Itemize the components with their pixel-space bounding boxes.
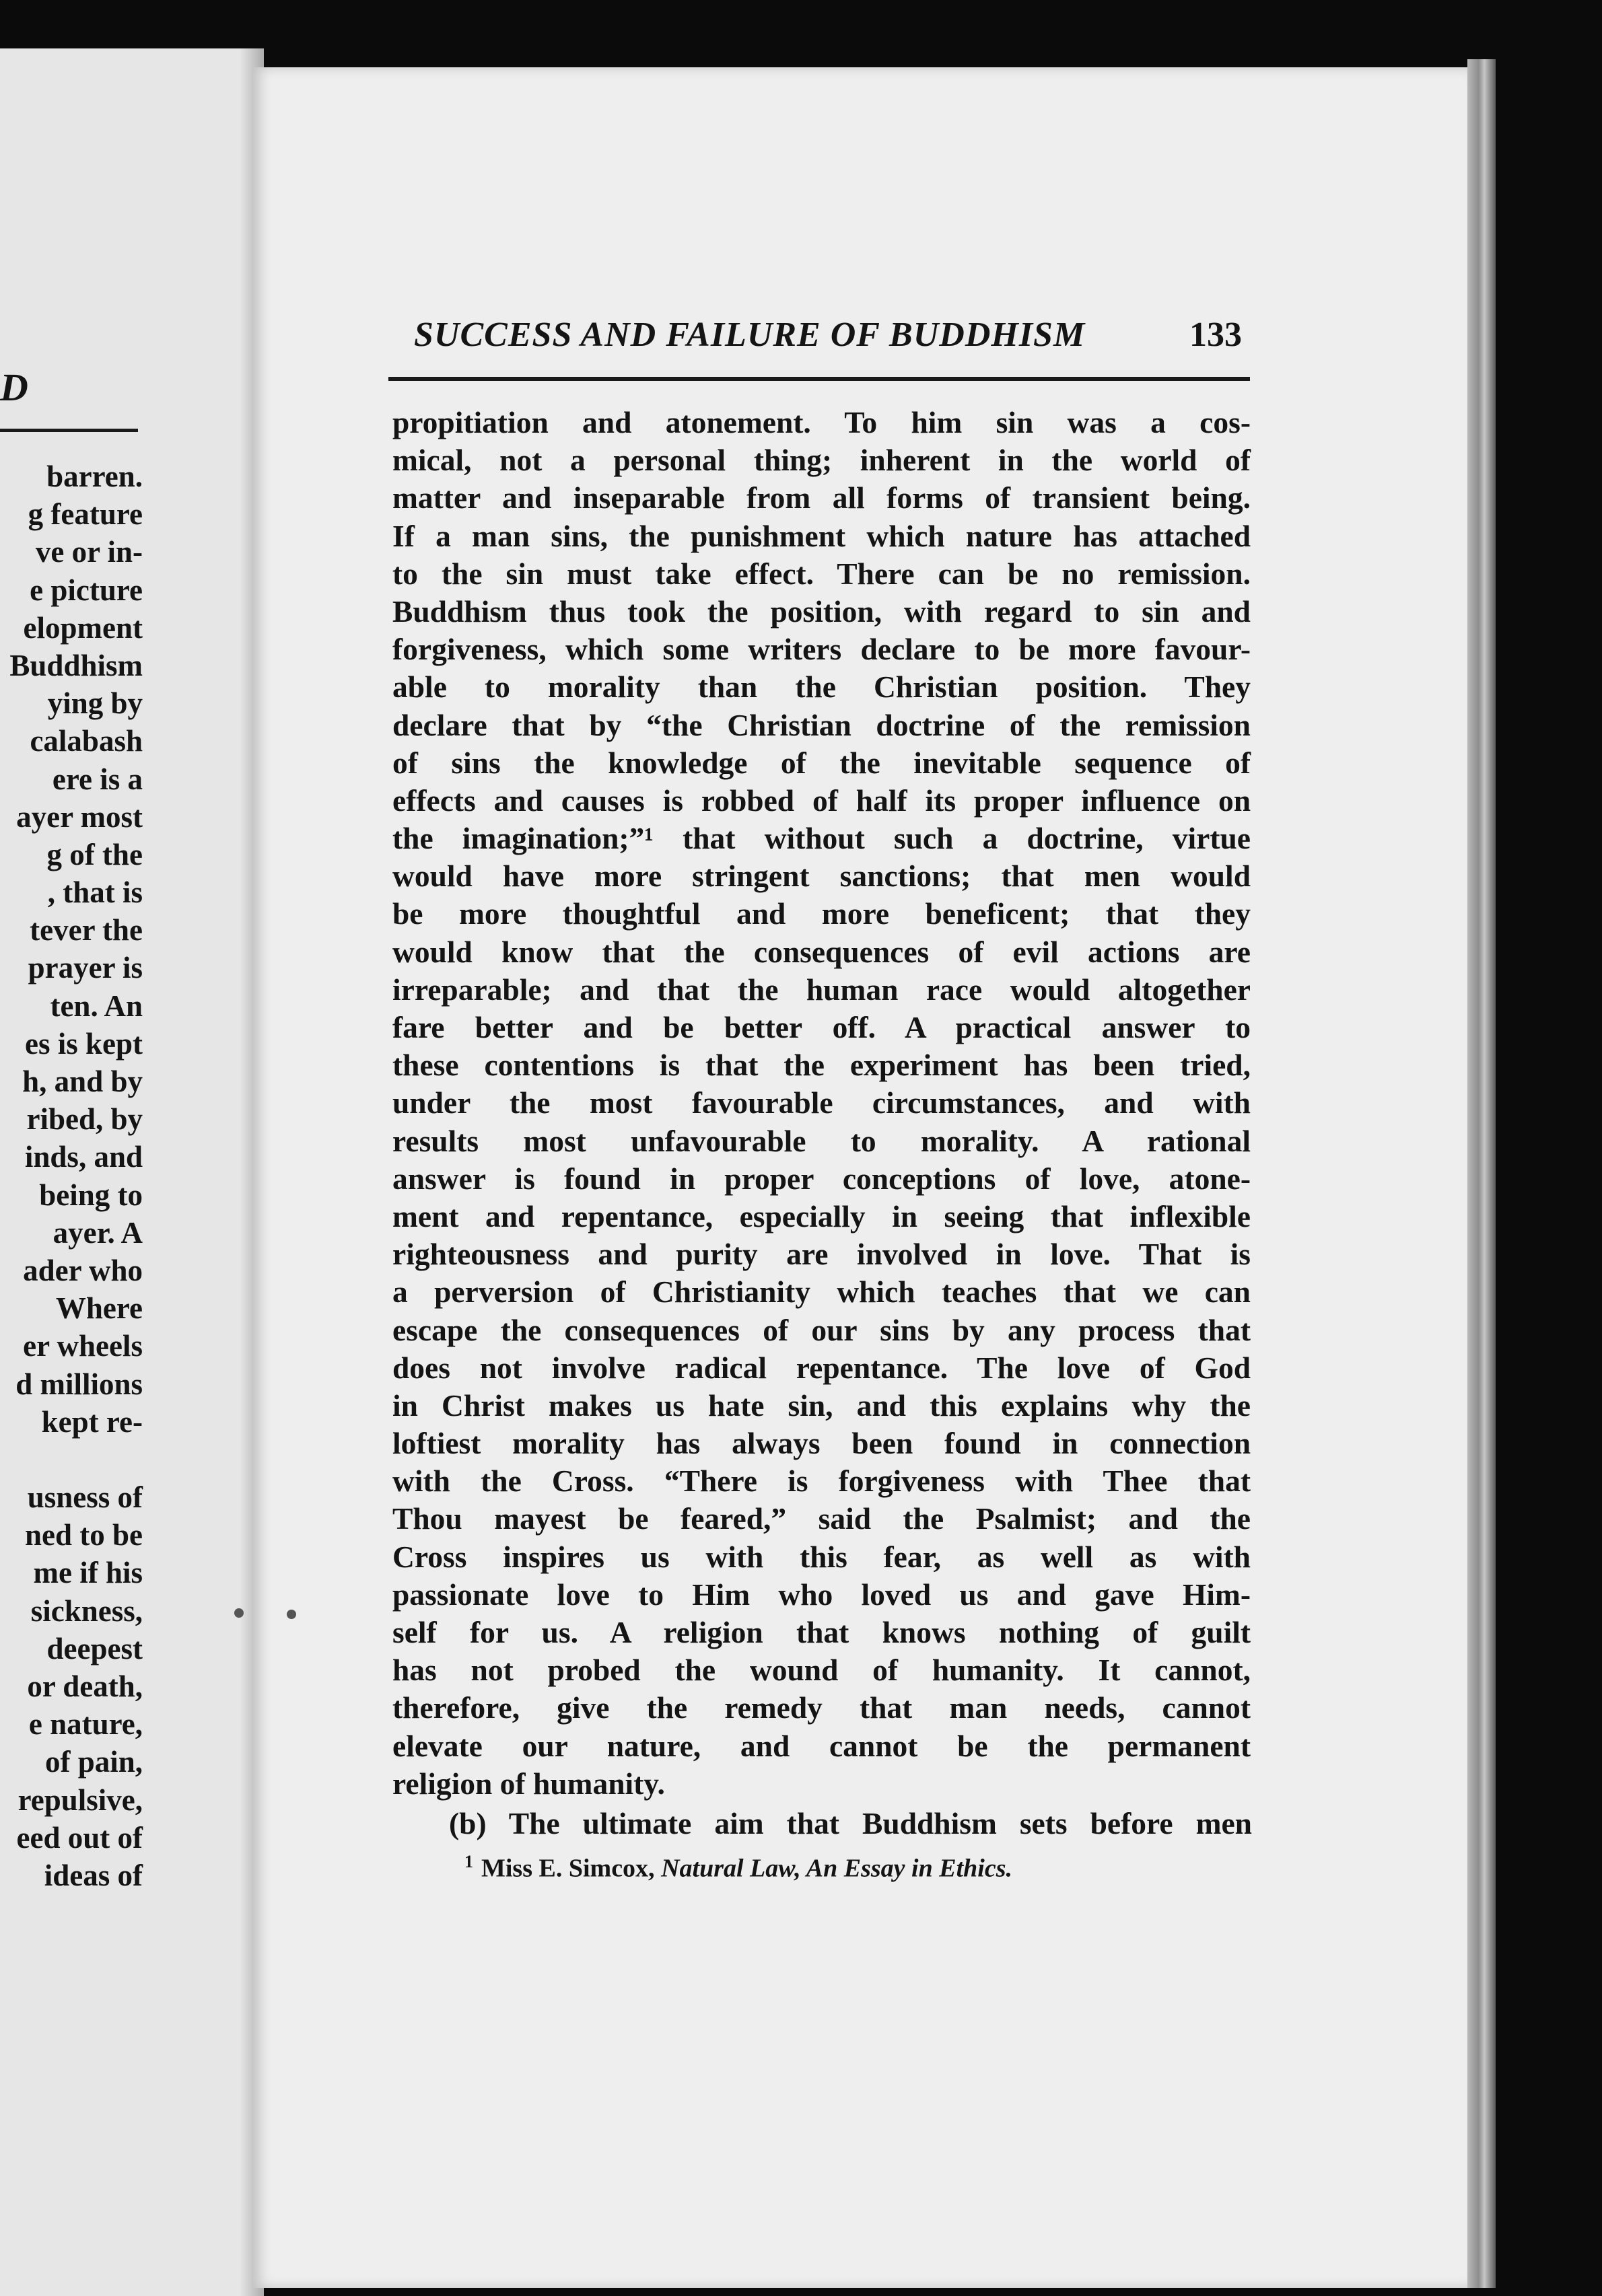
text-line-fragment: ve or in- [35,535,143,569]
running-title: SUCCESS AND FAILURE OF BUDDHISM [414,316,1086,354]
page-speck [287,1610,296,1619]
previous-page-header-fragment: D [0,365,30,409]
header-rule [388,377,1250,381]
text-line-fragment: ideas of [44,1858,143,1892]
text-line: of sins the knowledge of the inevitable sequence of [392,745,1251,780]
text-line-fragment: h, and by [22,1065,143,1098]
text-line-fragment: Where [55,1291,143,1326]
footnote-work: Natural Law, An Essay in Ethics. [661,1854,1012,1883]
text-line-fragment: es is kept [24,1026,143,1061]
text-line-fragment: tever the [30,913,143,947]
footnote-author: Miss E. Simcox, [481,1854,655,1883]
text-line-fragment: being to [39,1178,143,1212]
text-line-fragment: Buddhism [9,648,143,682]
text-line-fragment: d millions [15,1367,143,1401]
text-line-fragment: inds, and [24,1140,143,1174]
text-line-fragment: or death, [27,1670,143,1703]
text-line: passionate love to Him who loved us and gave Him- [392,1577,1251,1612]
text-line: Buddhism thus took the position, with regard to sin and [392,594,1251,629]
text-line-fragment: ten. An [50,989,143,1023]
text-line: results most unfavourable to morality. A rational [392,1123,1251,1158]
text-line-fragment: ayer most [16,799,143,834]
text-line-fragment: ere is a [52,762,143,796]
next-paragraph-opening: (b) The ultimate aim that Buddhism sets before men [449,1806,1252,1840]
text-line: be more thoughtful and more beneficent; that they [392,896,1251,931]
running-head [414,315,1242,355]
text-line: effects and causes is robbed of half its proper influence on [392,783,1251,818]
text-line: these contentions is that the experiment has been tried, [392,1048,1251,1083]
text-line-fragment: e nature, [28,1707,143,1742]
text-line-fragment: calabash [30,724,143,758]
text-line: in Christ makes us hate sin, and this explains why the [392,1388,1251,1423]
text-line: under the most favourable circumstances, and with [392,1085,1251,1120]
text-line: the imagination;”¹ that without such a doctrine, virtue [392,821,1251,856]
text-line-fragment: sickness, [30,1593,143,1628]
text-line-fragment: g of the [46,837,143,871]
text-line-fragment: ying by [47,686,143,721]
page-speck [234,1608,244,1618]
text-line-fragment: er wheels [23,1329,143,1363]
text-line: ment and repentance, especially in seeing that inflexible [392,1198,1251,1233]
text-line-fragment: repulsive, [18,1783,143,1817]
text-line: fare better and be better off. A practical answer to [392,1010,1251,1044]
text-line-fragment: usness of [27,1480,143,1515]
text-line: escape the consequences of our sins by any process that [392,1312,1251,1347]
text-line-fragment: kept re- [41,1404,143,1439]
page-edges [1467,59,1496,2288]
text-line-fragment: ribed, by [26,1102,143,1137]
text-line: answer is found in proper conceptions of love, atone- [392,1161,1251,1196]
page-number: 133 [1189,316,1242,354]
text-line: declare that by “the Christian doctrine of the remission [392,707,1251,742]
text-line: Thou mayest be feared,” said the Psalmist; and the [392,1501,1251,1536]
text-line: matter and inseparable from all forms of transient being. [392,480,1251,515]
text-line-fragment: me if his [33,1556,143,1590]
text-line-fragment: , that is [47,875,143,910]
previous-page [0,48,264,2296]
previous-page-text [0,458,143,1894]
text-line-fragment: ayer. A [53,1215,143,1250]
text-line: to the sin must take effect. There can be no remission. [392,556,1251,591]
text-line: righteousness and purity are involved in love. That is [392,1237,1251,1272]
text-line: with the Cross. “There is forgiveness with Thee that [392,1464,1251,1499]
text-line: loftiest morality has always been found in connection [392,1426,1251,1461]
text-line: elevate our nature, and cannot be the permanent [392,1728,1251,1763]
text-line: would know that the consequences of evil actions are [392,934,1251,969]
text-line-fragment: elopment [23,610,143,645]
text-line-fragment: barren. [46,460,143,493]
text-line: would have more stringent sanctions; that men would [392,859,1251,894]
text-line: able to morality than the Christian position. They [392,670,1251,705]
text-line-fragment: of pain, [44,1745,143,1779]
text-line: has not probed the wound of humanity. It cannot, [392,1653,1251,1688]
text-line: a perversion of Christianity which teaches that we can [392,1275,1251,1310]
text-line: Cross inspires us with this fear, as well as with [392,1539,1251,1574]
footnote-marker: 1 [464,1852,473,1871]
text-line: does not involve radical repentance. The love of God [392,1350,1251,1385]
text-line-fragment: ader who [23,1253,143,1287]
previous-page-header-rule [0,429,138,432]
text-line: self for us. A religion that knows nothing of guilt [392,1615,1251,1649]
body-text [392,404,1251,1803]
text-line: If a man sins, the punishment which nature has attached [392,518,1251,553]
text-line-fragment: prayer is [28,951,143,985]
footnote [464,1852,1012,1884]
text-line: mical, not a personal thing; inherent in the world of [392,443,1251,478]
text-line-fragment [0,1441,143,1478]
text-line-fragment: e picture [30,573,143,607]
text-line: forgiveness, which some writers declare to be more favour- [392,632,1251,667]
text-line-fragment: eed out of [16,1820,143,1855]
text-line: propitiation and atonement. To him sin was a cos- [392,405,1251,439]
text-line: religion of humanity. [392,1766,665,1801]
text-line-fragment: deepest [46,1631,143,1665]
text-line-fragment: g feature [28,497,143,532]
text-line: therefore, give the remedy that man needs, cannot [392,1690,1251,1725]
text-line: irreparable; and that the human race would altogether [392,972,1251,1007]
text-line-fragment: ned to be [24,1518,143,1552]
